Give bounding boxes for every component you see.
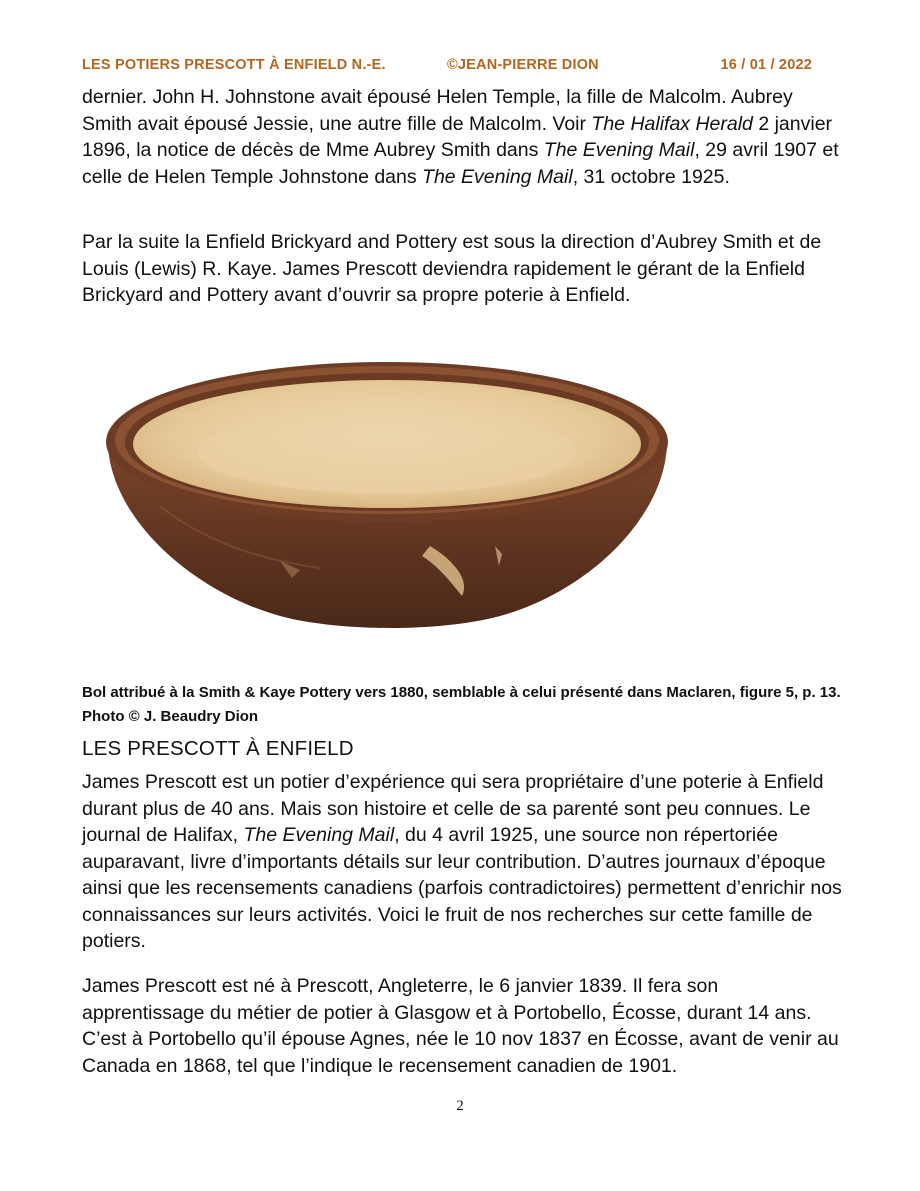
p1-newspaper-1: The Halifax Herald (591, 112, 753, 135)
paragraph-2: Par la suite la Enfield Brickyard and Pottery est sous la direction d’Aubrey Smith et de Louis (Lewis) R. Kaye. James Prescott deviendra rapidement le gérant de la Enfield Brickyard and Pottery avant d’ouvrir sa propre poterie à Enfield. (82, 231, 822, 306)
section-title: LES PRESCOTT À ENFIELD (82, 737, 354, 760)
p1-text-1: dernier. John H. Johnstone avait épousé Helen Temple, la fille de Malcolm. Aubrey Smith avait épousé Jessie, une autre fille de Malcolm. Voir (82, 86, 793, 135)
bowl-photo (100, 356, 675, 631)
p1-text-4: , 31 octobre 1925. (572, 165, 730, 188)
p3-text-1: James Prescott est un potier d’expérience qui sera propriétaire d’une poterie à Enfield durant plus de 40 ans. Mais son histoire et celle de sa parenté sont peu connues. Le journal de Halifax, (82, 771, 824, 846)
paragraph-1 (82, 84, 842, 190)
header-date: 16 / 01 / 2022 (720, 57, 812, 73)
p1-newspaper-3: The Evening Mail (422, 165, 573, 188)
p3-newspaper: The Evening Mail (243, 824, 395, 846)
p1-newspaper-2: The Evening Mail (543, 139, 695, 161)
running-header (82, 57, 812, 79)
header-author: ©JEAN-PIERRE DION (447, 57, 599, 73)
figure-caption: Bol attribué à la Smith & Kaye Pottery vers 1880, semblable à celui présenté dans Maclaren, figure 5, p. 13. Photo © J. Beaudry Dion (82, 684, 841, 725)
page-number: 2 (456, 1098, 464, 1114)
p3-text-2: , du 4 avril 1925, une source non répertoriée auparavant, livre d’importants détails sur leur contribution. D’autres journaux d’époque ainsi que les recensements canadiens (parfois contradictoires) permettent d’enrichir nos connaissances sur leurs activités. Voici le fruit de nos recherches sur cette famille de potiers. (82, 824, 842, 952)
header-title: LES POTIERS PRESCOTT À ENFIELD N.-E. (82, 57, 386, 73)
p1-text-3: , 29 avril 1907 et celle de Helen Temple Johnstone dans (82, 139, 839, 188)
p1-text-2: 2 janvier 1896, la notice de décès de Mme Aubrey Smith dans (82, 112, 833, 161)
paragraph-3 (82, 769, 842, 955)
bowl-image (100, 356, 675, 631)
paragraph-4: James Prescott est né à Prescott, Angleterre, le 6 janvier 1839. Il fera son apprentissage du métier de potier à Glasgow et à Portobello, Écosse, durant 14 ans. C’est à Portobello qu’il épouse Agnes, née le 10 nov 1837 en Écosse, avant de venir au Canada en 1868, tel que l’indique le recensement canadien de 1901. (82, 975, 839, 1077)
